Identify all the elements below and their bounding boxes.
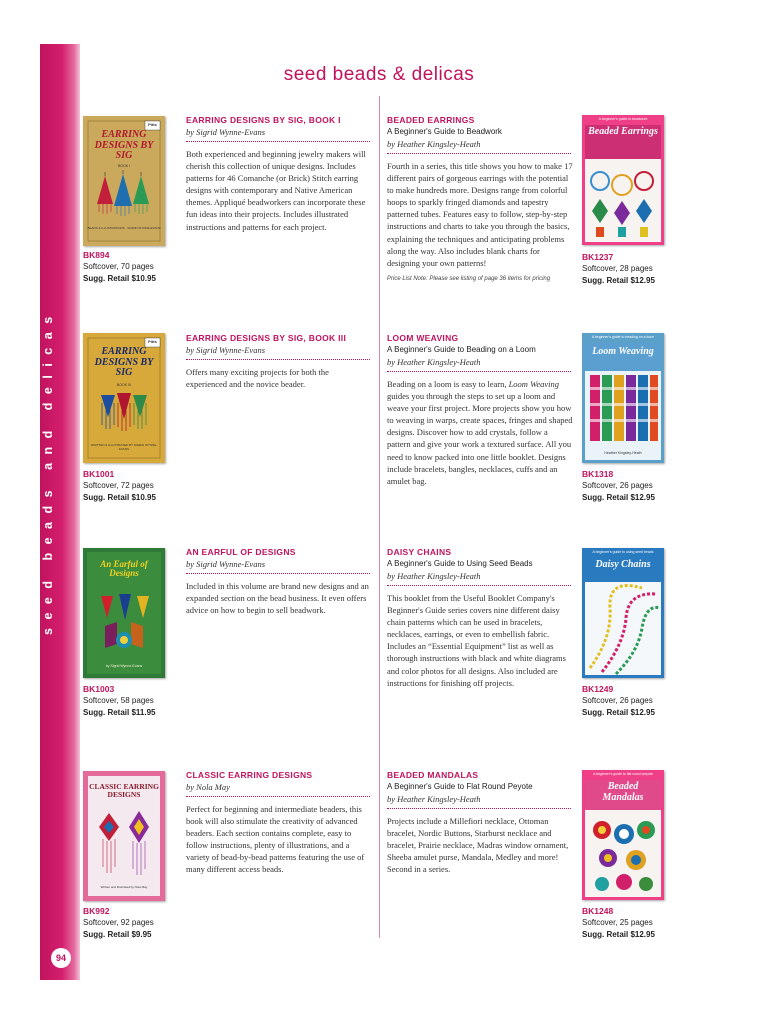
product-subtitle: A Beginner's Guide to Beadwork [387,127,502,136]
cover-title: Beaded Mandalas [602,781,644,803]
product-info-bk1003 [83,683,155,719]
product-format: Softcover, 58 pages [83,696,154,705]
product-title: EARRING DESIGNS BY SIG, BOOK I [186,115,341,125]
product-description: Both experienced and beginning jewelry makers will cherish this collection of unique designs. Includes patterns for 46 Comanche (or Brick) Stitch earring designs with contemporary and Native American themes. Appliqué beadworkers can incorporate these fun ideas into their projects. Includes illustrated instructions and patterns for each project. [186,149,366,232]
product-entry-bk1003 [186,546,372,616]
book-cover-bk1003[interactable] [83,548,165,678]
product-info-bk1248 [582,905,655,941]
product-info-bk1237 [582,251,655,287]
book-cover-bk1001[interactable] [83,333,165,463]
product-title: LOOM WEAVING [387,333,459,343]
product-code: BK992 [83,906,110,916]
cover-badge: Pitts [148,122,157,127]
product-author: by Nola May [186,782,230,792]
product-author: by Sigrid Wynne-Evans [186,345,266,355]
dotted-rule [387,585,571,586]
product-author: by Heather Kingsley-Heath [387,794,481,804]
price-list-note [387,276,573,282]
product-price: Sugg. Retail $10.95 [83,493,156,502]
product-price: Sugg. Retail $9.95 [83,930,152,939]
cover-title: Beaded Earrings [588,126,658,137]
product-format: Softcover, 72 pages [83,481,154,490]
column-divider [379,96,380,938]
dotted-rule [186,573,370,574]
product-info-bk1249 [582,683,655,719]
cover-credit: WRITTEN & ILLUSTRATED BY SIGRID WYNNE-EVANS [90,443,158,451]
product-description: Fourth in a series, this title shows you how to make 17 different pairs of gorgeous earrings with the potential to make hundreds more. Designs range from colorful hoops to sparkly fringed diamonds and tapestry patterned tubes. Features easy to follow, step-by-step instructions and charts to take you through the basics, explaining the techniques and anticipating problems along the way. Also includes blank charts for designing your own patterns! [387,161,573,268]
product-entry-bk1237 [387,114,573,282]
product-format: Softcover, 28 pages [582,264,653,273]
section-label: seed beads and delicas [41,308,55,635]
product-subtitle: A Beginner's Guide to Beading on a Loom [387,345,536,354]
cover-title: Daisy Chains [595,559,651,570]
product-price: Sugg. Retail $12.95 [582,708,655,717]
dotted-rule [387,808,571,809]
note-label: Price List Note: [387,275,428,282]
cover-title: CLASSIC EARRING DESIGNS [89,782,159,799]
book-cover-bk1318[interactable] [582,333,664,463]
product-title: DAISY CHAINS [387,547,452,557]
product-price: Sugg. Retail $12.95 [582,276,655,285]
product-entry-bk1001 [186,332,372,390]
dotted-rule [387,371,571,372]
description-part: Beading on a loom is easy to learn, [387,379,509,389]
product-subtitle: A Beginner's Guide to Using Seed Beads [387,559,533,568]
cover-credit: Written and Illustrated by Nola May [100,885,148,889]
product-info-bk1318 [582,468,655,504]
product-description: Perfect for beginning and intermediate beaders, this book will also stimulate the creativity of advanced beaders. Each section contains complete, easy to follow instructions, plenty of illustrations, and a variety of bead-by-bead patterns featuring the use of many different access beads. [186,804,365,875]
product-entry-bk1318 [387,332,573,487]
product-entry-bk1248 [387,769,573,875]
book-cover-bk992[interactable] [83,771,165,901]
product-code: BK1237 [582,252,614,262]
product-code: BK894 [83,250,110,260]
product-info-bk1001 [83,468,156,504]
product-title: BEADED EARRINGS [387,115,475,125]
product-author: by Heather Kingsley-Heath [387,357,481,367]
product-format: Softcover, 70 pages [83,262,154,271]
product-format: Softcover, 25 pages [582,918,653,927]
dotted-rule [186,141,370,142]
book-cover-bk1249[interactable] [582,548,664,678]
product-description: Projects include a Millefiori necklace, Ottoman bracelet, Nordic Buttons, Starburst necklace and bracelet, Prairie necklace, Madras window ornament, Sheeba amulet purse, Mandala, Medley and more! Second in a series. [387,816,569,875]
product-description: Included in this volume are brand new designs and an expanded section on the bead business. It even offers advice on how to begin to sell beadwork. [186,581,369,616]
product-format: Softcover, 26 pages [582,481,653,490]
cover-book: BOOK III [116,383,131,387]
product-code: BK1001 [83,469,115,479]
product-entry-bk1249 [387,546,573,689]
product-title: EARRING DESIGNS BY SIG, BOOK III [186,333,347,343]
product-author: by Sigrid Wynne-Evans [186,559,266,569]
cover-tagline: A beginner's guide to beading on a loom [591,335,655,339]
cover-credit: by Sigrid Wynne-Evans [105,664,143,668]
product-entry-bk894 [186,114,372,233]
cover-title: EARRING DESIGNS BY SIG [94,129,154,161]
description-part: guides you through the steps to set up a loom and weave your first project. More projects show you how to weaving in warps, create spaces, fringes and shaped designs. Discover how to add crystals, follow a pattern and give your work a textured surface. All you need to know packed into one little booklet. Designs include bracelets, bangles, necklaces, cuffs and an amulet bag. [387,391,573,486]
product-title: AN EARFUL OF DESIGNS [186,547,296,557]
cover-credit: Heather Kingsley-Heath [604,451,642,455]
cover-tagline: A beginner's guide to flat round peyote [593,772,653,776]
cover-title: Loom Weaving [592,346,654,357]
product-title: CLASSIC EARRING DESIGNS [186,770,313,780]
product-info-bk992 [83,905,154,941]
product-price: Sugg. Retail $12.95 [582,493,655,502]
product-code: BK1248 [582,906,614,916]
cover-tagline: A beginner's guide to using seed beads [592,550,654,554]
book-cover-bk1248[interactable] [582,770,664,900]
cover-credit: BEADS & ILLUSTRATIONS · SIGRID WYNNE-EVANS [87,226,161,230]
product-code: BK1003 [83,684,115,694]
note-text: Please see listing of page 36 items for pricing [429,275,551,282]
cover-badge: Pitts [148,339,157,344]
product-code: BK1249 [582,684,614,694]
page-title: seed beads & delicas [283,64,475,85]
cover-book: BOOK I [117,164,131,168]
product-price: Sugg. Retail $10.95 [83,274,156,283]
product-price: Sugg. Retail $11.95 [83,708,156,717]
cover-title: EARRING DESIGNS BY SIG [94,346,154,378]
product-description: This booklet from the Useful Booklet Company's Beginner's Guide series covers nine different daisy chain patterns which can be used in bracelets, necklaces, earrings, or even to embellish fabric. Includes an “Essential Equipment” list as well as thorough instructions with black and white diagrams and color photos for all designs. Also included are instructions for finishing off projects. [387,593,566,688]
book-cover-bk894[interactable] [83,116,165,246]
dotted-rule [186,359,370,360]
description-italic: Loom Weaving [508,379,560,389]
product-format: Softcover, 26 pages [582,696,653,705]
dotted-rule [387,153,571,154]
product-author: by Heather Kingsley-Heath [387,139,481,149]
product-code: BK1318 [582,469,614,479]
product-title: BEADED MANDALAS [387,770,479,780]
cover-tagline: A beginner's guide to beadwork [598,117,648,121]
product-entry-bk992 [186,769,372,876]
page-number: 94 [51,948,71,968]
product-subtitle: A Beginner's Guide to Flat Round Peyote [387,782,533,791]
product-author: by Heather Kingsley-Heath [387,571,481,581]
dotted-rule [186,796,370,797]
product-format: Softcover, 92 pages [83,918,154,927]
product-description [387,378,573,487]
book-cover-bk1237[interactable] [582,115,664,245]
product-author: by Sigrid Wynne-Evans [186,127,266,137]
cover-title: An Earful of Designs [100,559,148,579]
product-description: Offers many exciting projects for both the experienced and the novice beader. [186,367,329,390]
product-price: Sugg. Retail $12.95 [582,930,655,939]
product-info-bk894 [83,249,156,285]
